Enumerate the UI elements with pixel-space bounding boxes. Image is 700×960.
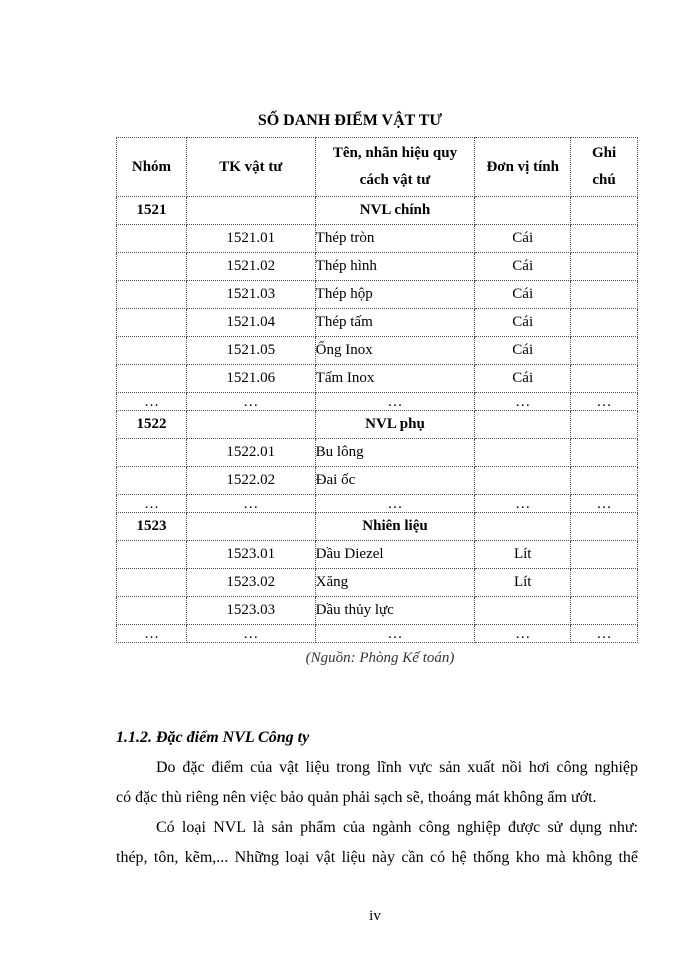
group-code: 1521 — [117, 197, 187, 225]
table-row: 1523.01 Dầu Diezel Lít — [117, 541, 638, 569]
table-row: 1523.03 Dầu thủy lực — [117, 597, 638, 625]
table-row: 1522.01 Bu lông — [117, 439, 638, 467]
table-title: SỔ DANH ĐIỂM VẬT TƯ — [257, 112, 443, 129]
materials-table — [116, 137, 638, 643]
header-name: Tên, nhãn hiệu quy cách vật tư — [315, 138, 475, 197]
paragraph-line: Có loại NVL là sản phẩm của ngành công nghiệp được sử dụng như: — [156, 819, 638, 836]
table-row: 1521.05 Ống Inox Cái — [117, 337, 638, 365]
paragraph-line: thép, tôn, kẽm,... Những loại vật liệu này cần có hệ thống kho mà không thể — [116, 849, 638, 866]
table-header-row — [117, 138, 638, 197]
group-row — [117, 513, 638, 541]
group-name: Nhiên liệu — [315, 513, 475, 541]
group-name: NVL chính — [315, 197, 475, 225]
page-number: iv — [369, 908, 381, 924]
group-name: NVL phụ — [315, 411, 475, 439]
table-row: 1521.06 Tấm Inox Cái — [117, 365, 638, 393]
header-group: Nhóm — [117, 138, 187, 197]
table-source: (Nguồn: Phòng Kế toán) — [305, 650, 455, 666]
paragraph-line: Do đặc điểm của vật liệu trong lĩnh vực sản xuất nồi hơi công nghiệp — [156, 759, 638, 776]
table-row: 1521.02 Thép hình Cái — [117, 253, 638, 281]
header-account: TK vật tư — [186, 138, 315, 197]
ellipsis-row: … … … … … — [117, 393, 638, 411]
group-row — [117, 197, 638, 225]
ellipsis-row: … … … … … — [117, 495, 638, 513]
table-row: 1523.02 Xăng Lít — [117, 569, 638, 597]
table-row: 1521.03 Thép hộp Cái — [117, 281, 638, 309]
group-code: 1522 — [117, 411, 187, 439]
group-code: 1523 — [117, 513, 187, 541]
header-note: Ghi chú — [571, 138, 638, 197]
ellipsis-row: … … … … … — [117, 625, 638, 643]
table-row: 1522.02 Đai ốc — [117, 467, 638, 495]
paragraph-line: có đặc thù riêng nên việc bảo quản phải sạch sẽ, thoáng mát không ẩm ướt. — [116, 789, 597, 806]
header-unit: Đơn vị tính — [475, 138, 571, 197]
section-heading: 1.1.2. Đặc điểm NVL Công ty — [116, 729, 310, 746]
table-row: 1521.01 Thép tròn Cái — [117, 225, 638, 253]
table-row: 1521.04 Thép tấm Cái — [117, 309, 638, 337]
group-row — [117, 411, 638, 439]
